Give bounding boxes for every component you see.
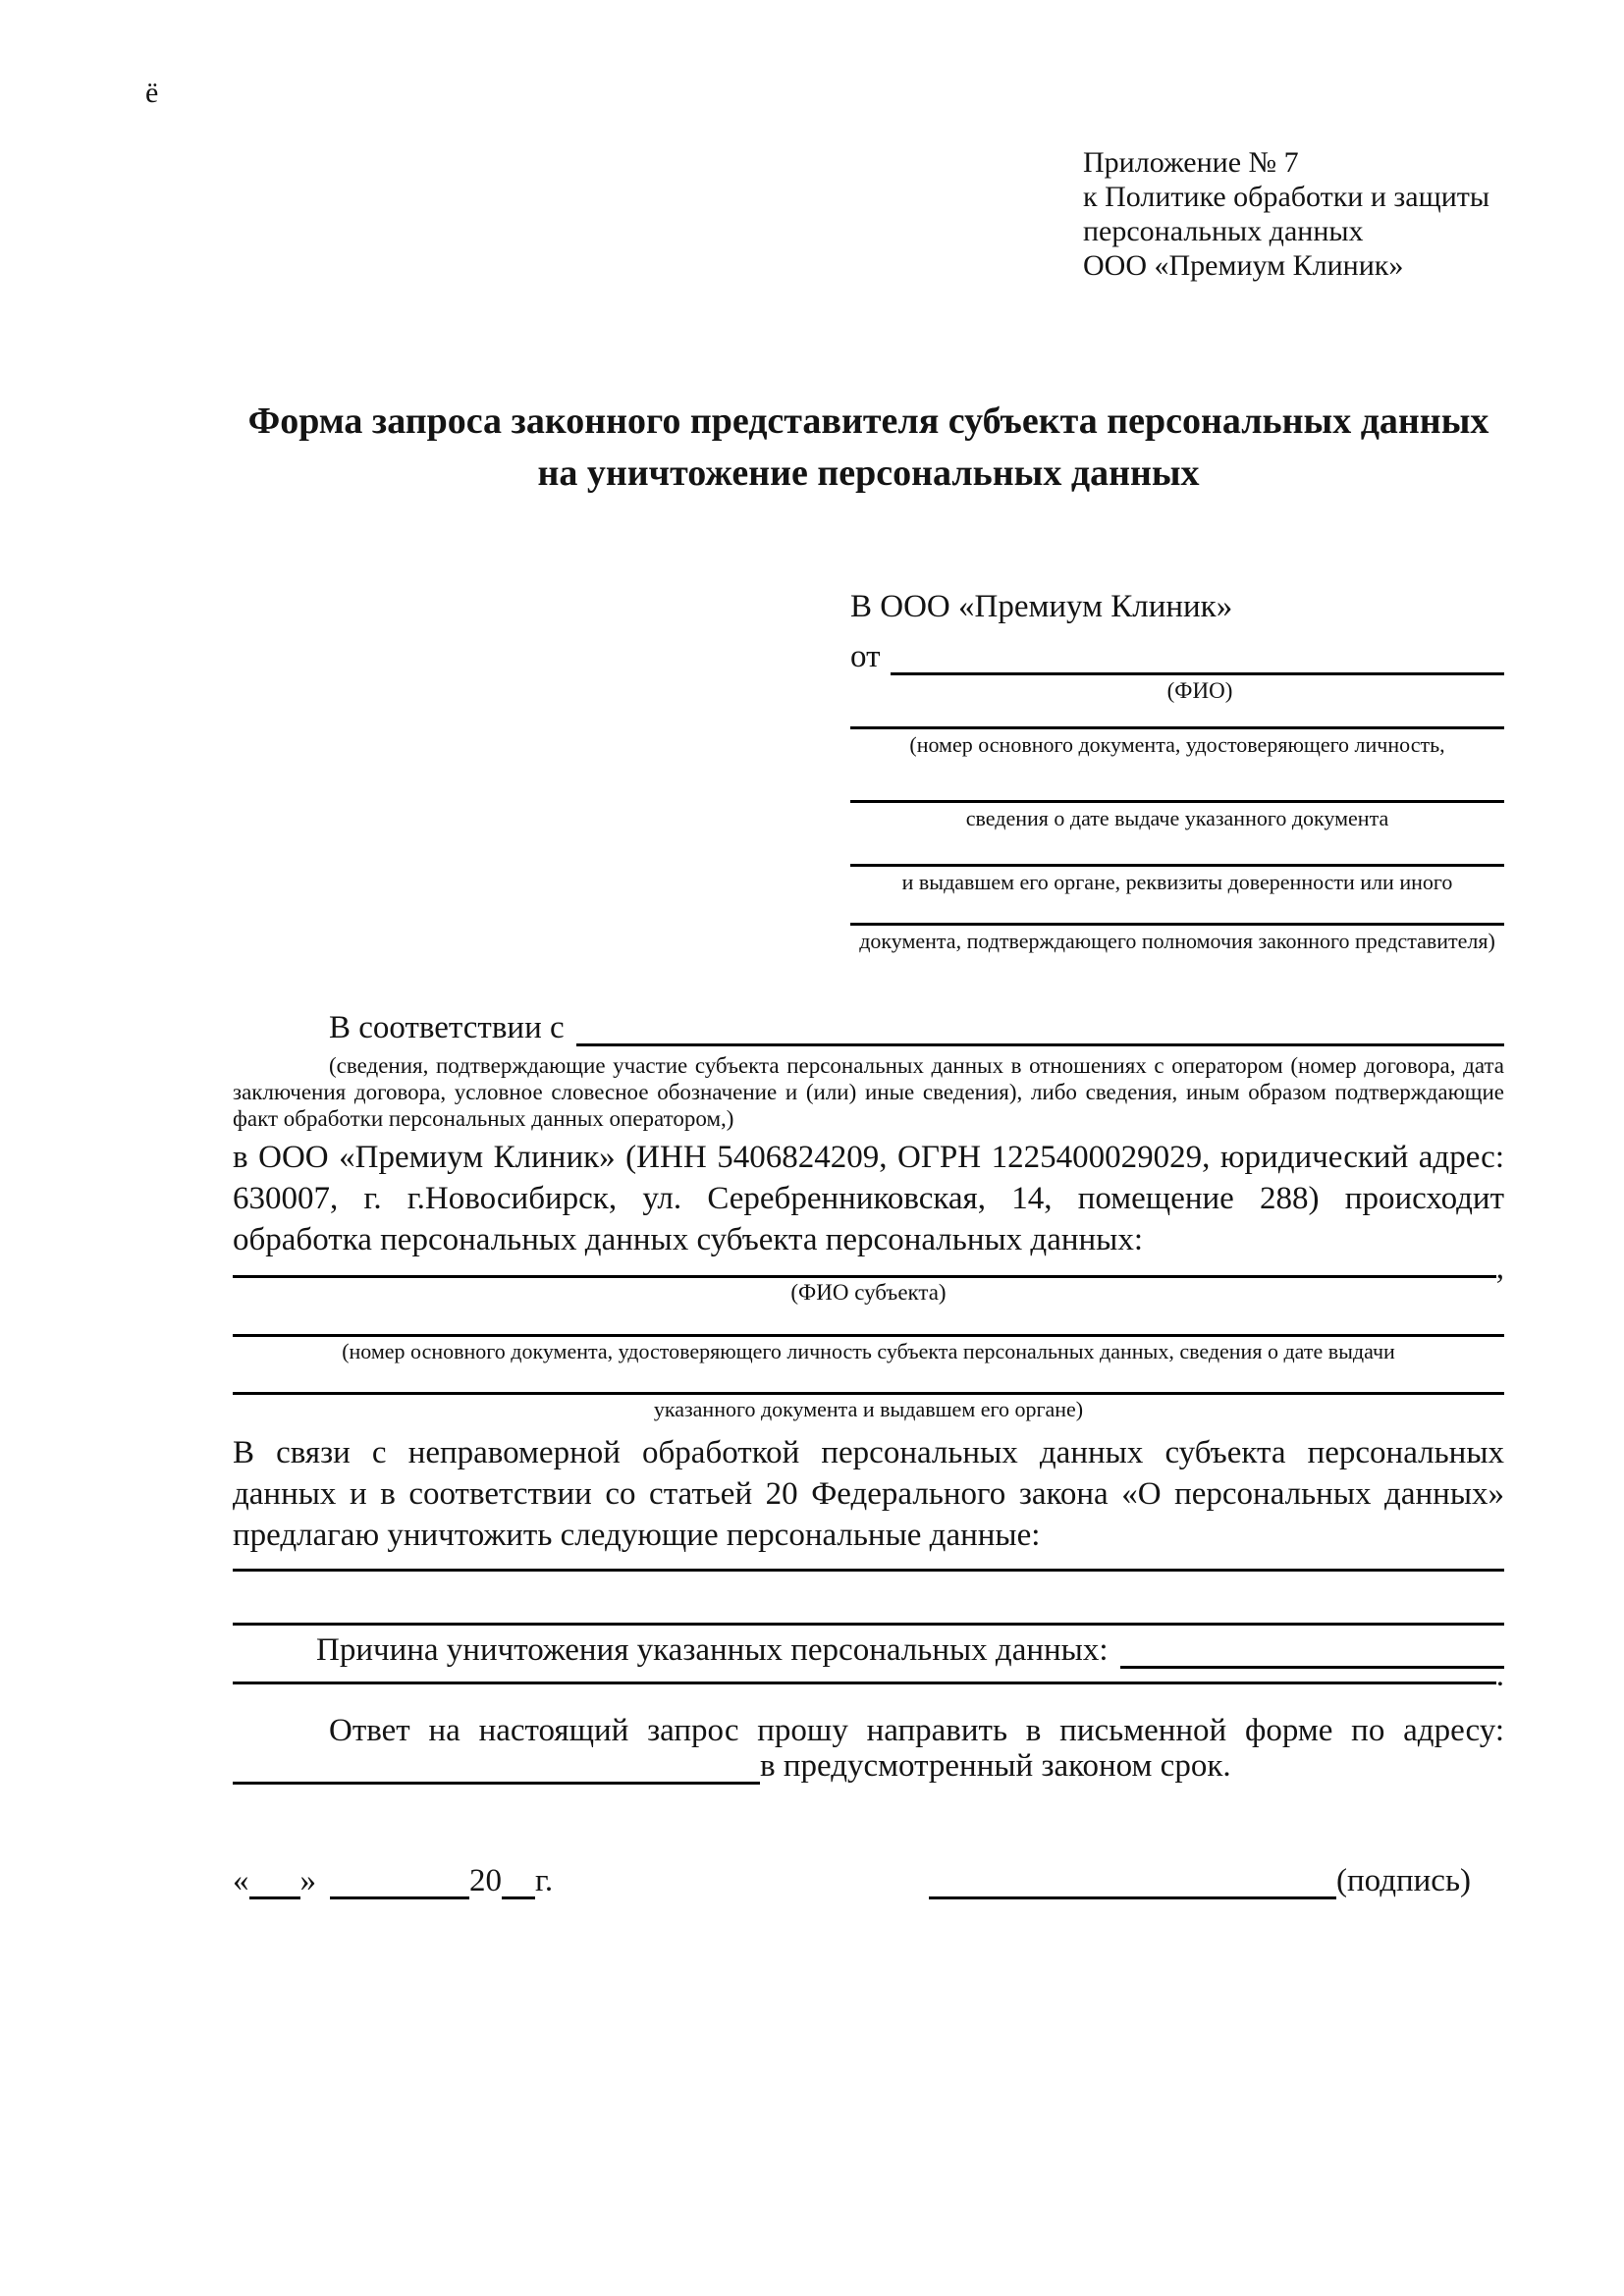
fio-caption: (ФИО) bbox=[1166, 678, 1233, 703]
doc-field-caption: сведения о дате выдаче указанного документа bbox=[965, 806, 1389, 830]
from-fill-line bbox=[891, 638, 1505, 675]
footer-row bbox=[233, 1860, 1504, 1899]
year-prefix: 20 bbox=[469, 1863, 502, 1898]
appendix-block bbox=[1083, 145, 1489, 283]
from-row bbox=[850, 632, 1504, 675]
reason-fill-line bbox=[1120, 1631, 1504, 1669]
doc-field-group bbox=[850, 703, 1504, 757]
operator-paragraph: в ООО «Премиум Клиник» (ИНН 5406824209, ОГРН 1225400029029, юридический адрес: 630007, г. г.Новосибирск, ул. Серебренниковская, 14, помещение 288) происходит обработка персональных данных субъекта персональных данных: bbox=[233, 1140, 1504, 1257]
doc-field-group bbox=[850, 894, 1504, 953]
accordance-note: (сведения, подтверждающие участие субъекта персональных данных в отношениях с оператором (номер договора, дата заключения договора, условное словесное обозначение и (или) иные сведения), либо сведения, иным образом подтверждающие факт обработки персональных данных оператором,) bbox=[233, 1053, 1504, 1131]
subject-fio-row bbox=[233, 1251, 1504, 1286]
date-blank-year bbox=[502, 1872, 535, 1899]
body-block bbox=[233, 1007, 1504, 1785]
subject-fio-caption: (ФИО субъекта) bbox=[790, 1280, 947, 1305]
demand-paragraph: В связи с неправомерной обработкой персональных данных субъекта персональных данных и в соответствии со статьей 20 Федерального закона «О персональных данных» предлагаю уничтожить следующие персональные данные: bbox=[233, 1435, 1504, 1553]
quote-open: « bbox=[233, 1863, 249, 1898]
subject-doc-caption-2: указанного документа и выдавшем его органе) bbox=[653, 1397, 1084, 1421]
signature-caption: (подпись) bbox=[1336, 1863, 1471, 1898]
doc-field-line bbox=[850, 830, 1504, 867]
blank-write-line bbox=[233, 1572, 1504, 1626]
signature-area bbox=[929, 1863, 1471, 1899]
accordance-label: В соответствии с bbox=[329, 1010, 565, 1045]
doc-field-line bbox=[850, 894, 1504, 926]
subject-comma: , bbox=[1495, 1251, 1504, 1286]
form-title-line-2: на уничтожение персональных данных bbox=[537, 453, 1200, 494]
reply-tail-text: в предусмотренный законом срок. bbox=[760, 1748, 1231, 1784]
appendix-line: ООО «Премиум Клиник» bbox=[1083, 249, 1404, 282]
quote-close: » bbox=[299, 1863, 316, 1898]
reply-address-line bbox=[233, 1755, 760, 1785]
from-label: от bbox=[850, 639, 881, 674]
date-blank-day bbox=[249, 1872, 300, 1899]
reason-continuation-row bbox=[233, 1658, 1504, 1693]
accordance-fill-line bbox=[576, 1013, 1504, 1046]
reply-tail-row bbox=[233, 1748, 1504, 1785]
date-blank-month bbox=[330, 1872, 469, 1899]
doc-field-caption: и выдавшем его органе, реквизиты доверенности или иного bbox=[901, 870, 1453, 894]
subject-fio-line bbox=[233, 1260, 1496, 1278]
appendix-line: персональных данных bbox=[1083, 215, 1364, 247]
subject-doc-line bbox=[233, 1306, 1504, 1337]
doc-field-group bbox=[850, 757, 1504, 830]
form-title bbox=[233, 396, 1504, 500]
doc-field-group bbox=[850, 830, 1504, 894]
year-suffix: г. bbox=[535, 1863, 554, 1898]
stray-char: ё bbox=[145, 77, 159, 109]
reason-label: Причина уничтожения указанных персональных данных: bbox=[316, 1632, 1109, 1668]
signature-line bbox=[929, 1872, 1336, 1899]
reason-row bbox=[233, 1626, 1504, 1669]
form-title-line-1: Форма запроса законного представителя субъекта персональных данных bbox=[247, 400, 1489, 442]
subject-doc-line bbox=[233, 1364, 1504, 1395]
doc-field-caption: (номер основного документа, удостоверяющего личность, bbox=[909, 732, 1445, 757]
reason-continuation-line bbox=[233, 1669, 1496, 1684]
appendix-line: к Политике обработки и защиты bbox=[1083, 181, 1490, 213]
blank-write-line bbox=[233, 1556, 1504, 1572]
addressee-block bbox=[850, 589, 1504, 953]
doc-field-caption: документа, подтверждающего полномочия законного представителя) bbox=[859, 929, 1495, 953]
doc-field-line bbox=[850, 703, 1504, 729]
period-char: . bbox=[1495, 1658, 1504, 1693]
appendix-line: Приложение № 7 bbox=[1083, 146, 1299, 179]
accordance-row bbox=[233, 1007, 1504, 1046]
subject-doc-caption-1: (номер основного документа, удостоверяющего личность субъекта персональных данных, сведения о дате выдачи bbox=[342, 1339, 1395, 1363]
reply-paragraph: Ответ на настоящий запрос прошу направить в письменной форме по адресу: bbox=[329, 1713, 1504, 1748]
addressee-to: В ООО «Премиум Клиник» bbox=[850, 589, 1233, 624]
doc-field-line bbox=[850, 757, 1504, 803]
date-line bbox=[233, 1863, 553, 1899]
